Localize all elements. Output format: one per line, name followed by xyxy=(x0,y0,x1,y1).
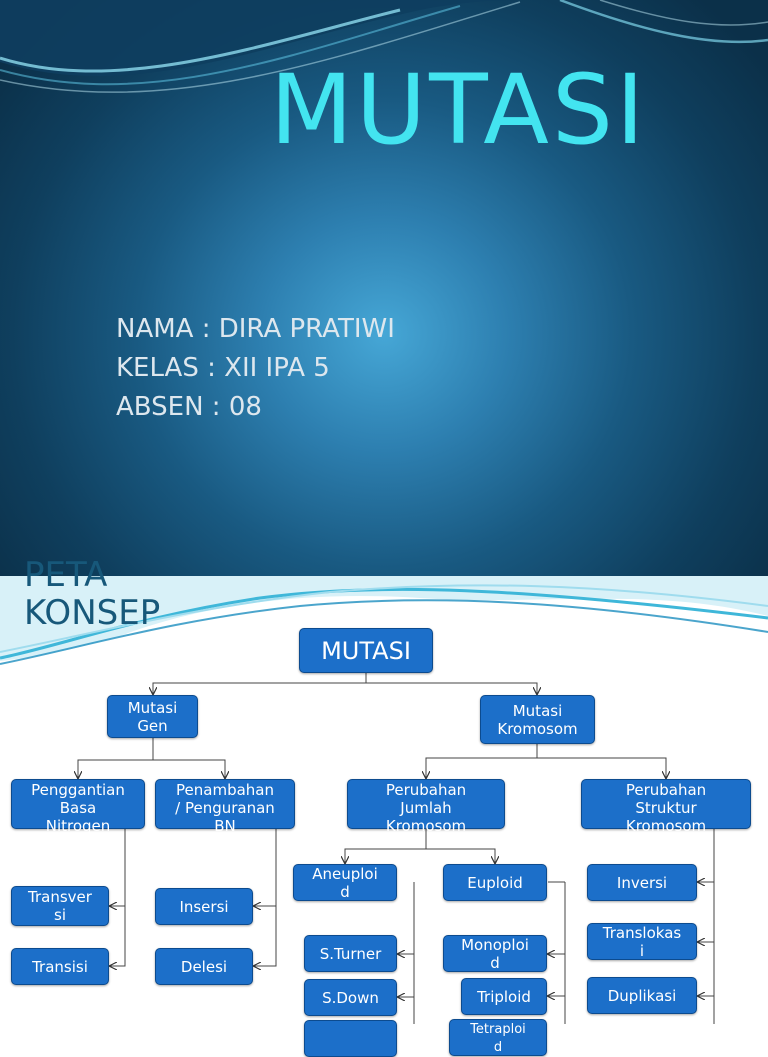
node-penggantian-basa-nitrogen: Penggantian Basa Nitrogen xyxy=(11,779,145,829)
student-name: NAMA : DIRA PRATIWI xyxy=(116,314,395,344)
node-tetraploid: Tetraploi d xyxy=(449,1019,547,1056)
student-number: ABSEN : 08 xyxy=(116,392,262,422)
node-transversi: Transver si xyxy=(11,886,109,926)
node-penambahan-pengurangan-bn: Penambahan / Penguranan BN xyxy=(155,779,295,829)
student-class: KELAS : XII IPA 5 xyxy=(116,353,330,383)
node-translokasi: Translokas i xyxy=(587,923,697,960)
node-mutasi: MUTASI xyxy=(299,628,433,673)
node-perubahan-jumlah-kromosom: Perubahan Jumlah Kromosom xyxy=(347,779,505,829)
node-monoploid: Monoploi d xyxy=(443,935,547,972)
node-delesi: Delesi xyxy=(155,948,253,985)
node-s-down: S.Down xyxy=(304,979,397,1016)
node-inversi: Inversi xyxy=(587,864,697,901)
student-info xyxy=(116,310,395,427)
concept-map-slide xyxy=(0,555,768,1055)
node-perubahan-struktur-kromosom: Perubahan Struktur Kromosom xyxy=(581,779,751,829)
concept-map-heading-line1: PETA xyxy=(24,555,108,595)
node-s-turner: S.Turner xyxy=(304,935,397,972)
node-insersi: Insersi xyxy=(155,888,253,925)
node-mutasi-gen: Mutasi Gen xyxy=(107,695,198,738)
node-triploid: Triploid xyxy=(461,978,547,1015)
slide-title: MUTASI xyxy=(270,54,648,166)
concept-map-heading-line2: KONSEP xyxy=(24,593,161,633)
node-aneuploid: Aneuploi d xyxy=(293,864,397,901)
node-duplikasi: Duplikasi xyxy=(587,977,697,1014)
node-euploid: Euploid xyxy=(443,864,547,901)
node-partial-cut xyxy=(304,1020,397,1057)
node-transisi: Transisi xyxy=(11,948,109,985)
node-mutasi-kromosom: Mutasi Kromosom xyxy=(480,695,595,744)
